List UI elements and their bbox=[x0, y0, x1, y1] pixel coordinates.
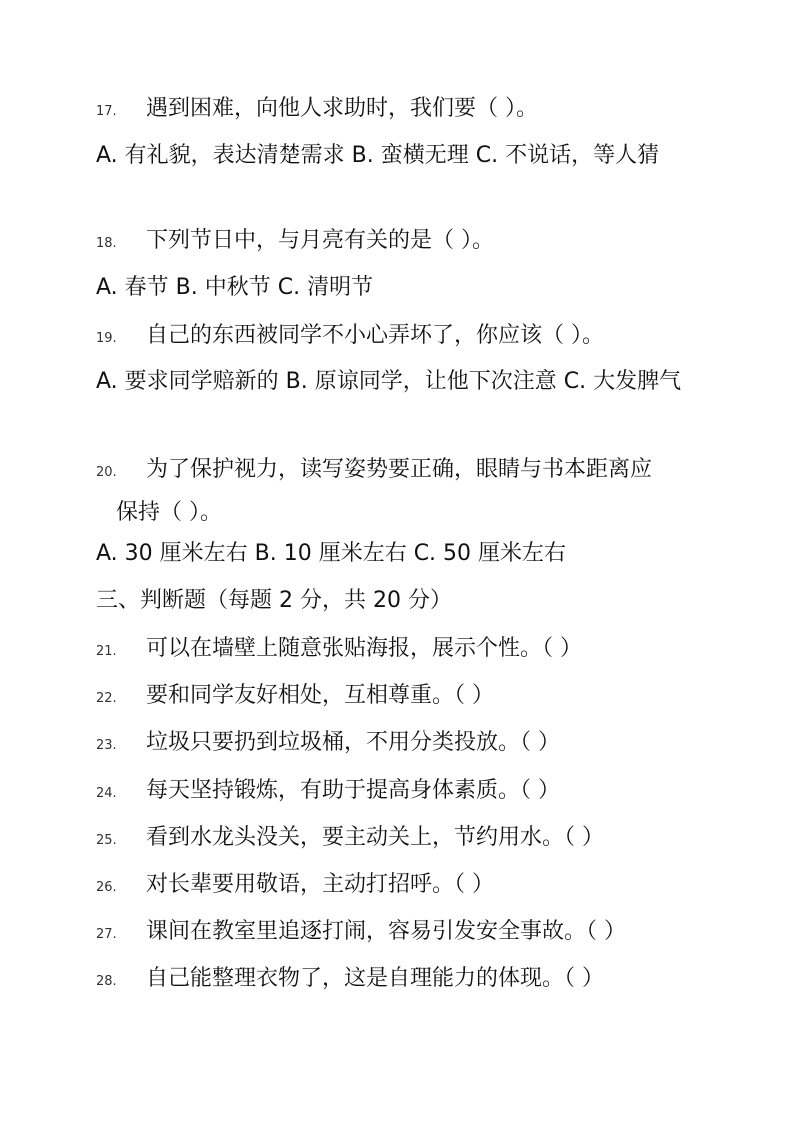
question-number: 17. bbox=[96, 104, 117, 119]
question-text: 自己能整理衣物了，这是自理能力的体现。（ ） bbox=[146, 966, 604, 991]
question-text: 要和同学友好相处，互相尊重。（ ） bbox=[146, 683, 494, 708]
question-text-continued: 保持（ ）。 bbox=[116, 500, 222, 525]
judgment-24 bbox=[96, 771, 706, 814]
judgment-27 bbox=[96, 912, 706, 955]
question-text: 遇到困难，向他人求助时，我们要（ ）。 bbox=[146, 96, 538, 121]
judgment-23 bbox=[96, 723, 706, 766]
question-number: 21. bbox=[96, 644, 117, 659]
question-text: 自己的东西被同学不小心弄坏了，你应该（ ）。 bbox=[146, 323, 604, 348]
question-number: 26. bbox=[96, 880, 117, 895]
question-18-options: A. 春节 B. 中秋节 C. 清明节 bbox=[96, 275, 374, 300]
question-number: 19. bbox=[96, 331, 117, 346]
question-number: 20. bbox=[96, 465, 117, 480]
question-text: 每天坚持锻炼，有助于提高身体素质。（ ） bbox=[146, 778, 560, 803]
question-number: 25. bbox=[96, 833, 117, 848]
question-text: 课间在教室里追逐打闹，容易引发安全事故。（ ） bbox=[146, 919, 626, 944]
question-number: 24. bbox=[96, 786, 117, 801]
judgment-21 bbox=[96, 629, 706, 672]
judgment-25 bbox=[96, 818, 706, 861]
question-text: 为了保护视力，读写姿势要正确，眼睛与书本距离应 bbox=[146, 457, 653, 482]
judgment-22 bbox=[96, 676, 706, 719]
judgment-26 bbox=[96, 865, 706, 908]
question-20 bbox=[96, 450, 706, 533]
question-19-options: A. 要求同学赔新的 B. 原谅同学，让他下次注意 C. 大发脾气 bbox=[96, 369, 682, 394]
question-number: 18. bbox=[96, 236, 117, 251]
question-18 bbox=[96, 221, 706, 264]
question-17 bbox=[96, 89, 706, 132]
question-text: 看到水龙头没关，要主动关上，节约用水。（ ） bbox=[146, 825, 604, 850]
question-17-options: A. 有礼貌，表达清楚需求 B. 蛮横无理 C. 不说话，等人猜 bbox=[96, 143, 660, 168]
question-text: 可以在墙壁上随意张贴海报，展示个性。（ ） bbox=[146, 636, 582, 661]
question-20-options: A. 30 厘米左右 B. 10 厘米左右 C. 50 厘米左右 bbox=[96, 541, 567, 566]
judgment-28 bbox=[96, 959, 706, 1002]
question-number: 27. bbox=[96, 927, 117, 942]
question-text: 对长辈要用敬语，主动打招呼。（ ） bbox=[146, 872, 494, 897]
section-title: 三、判断题（每题 2 分，共 20 分） bbox=[96, 588, 452, 613]
question-number: 28. bbox=[96, 974, 117, 989]
question-number: 23. bbox=[96, 738, 117, 753]
question-text: 下列节日中，与月亮有关的是（ ）。 bbox=[146, 228, 494, 253]
question-text: 垃圾只要扔到垃圾桶，不用分类投放。（ ） bbox=[146, 730, 560, 755]
question-number: 22. bbox=[96, 691, 117, 706]
question-19 bbox=[96, 316, 706, 359]
